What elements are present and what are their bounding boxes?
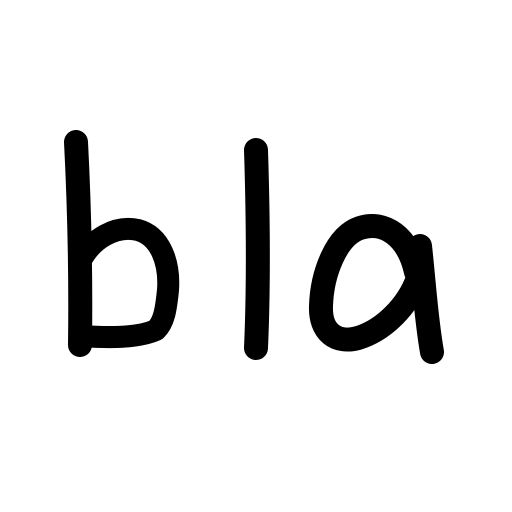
letter-a-stem — [420, 246, 432, 352]
letter-a — [321, 226, 432, 352]
letter-b-bowl — [80, 229, 168, 337]
letter-a-bowl — [321, 226, 418, 340]
letter-b — [76, 142, 168, 345]
letter-l — [256, 150, 258, 348]
